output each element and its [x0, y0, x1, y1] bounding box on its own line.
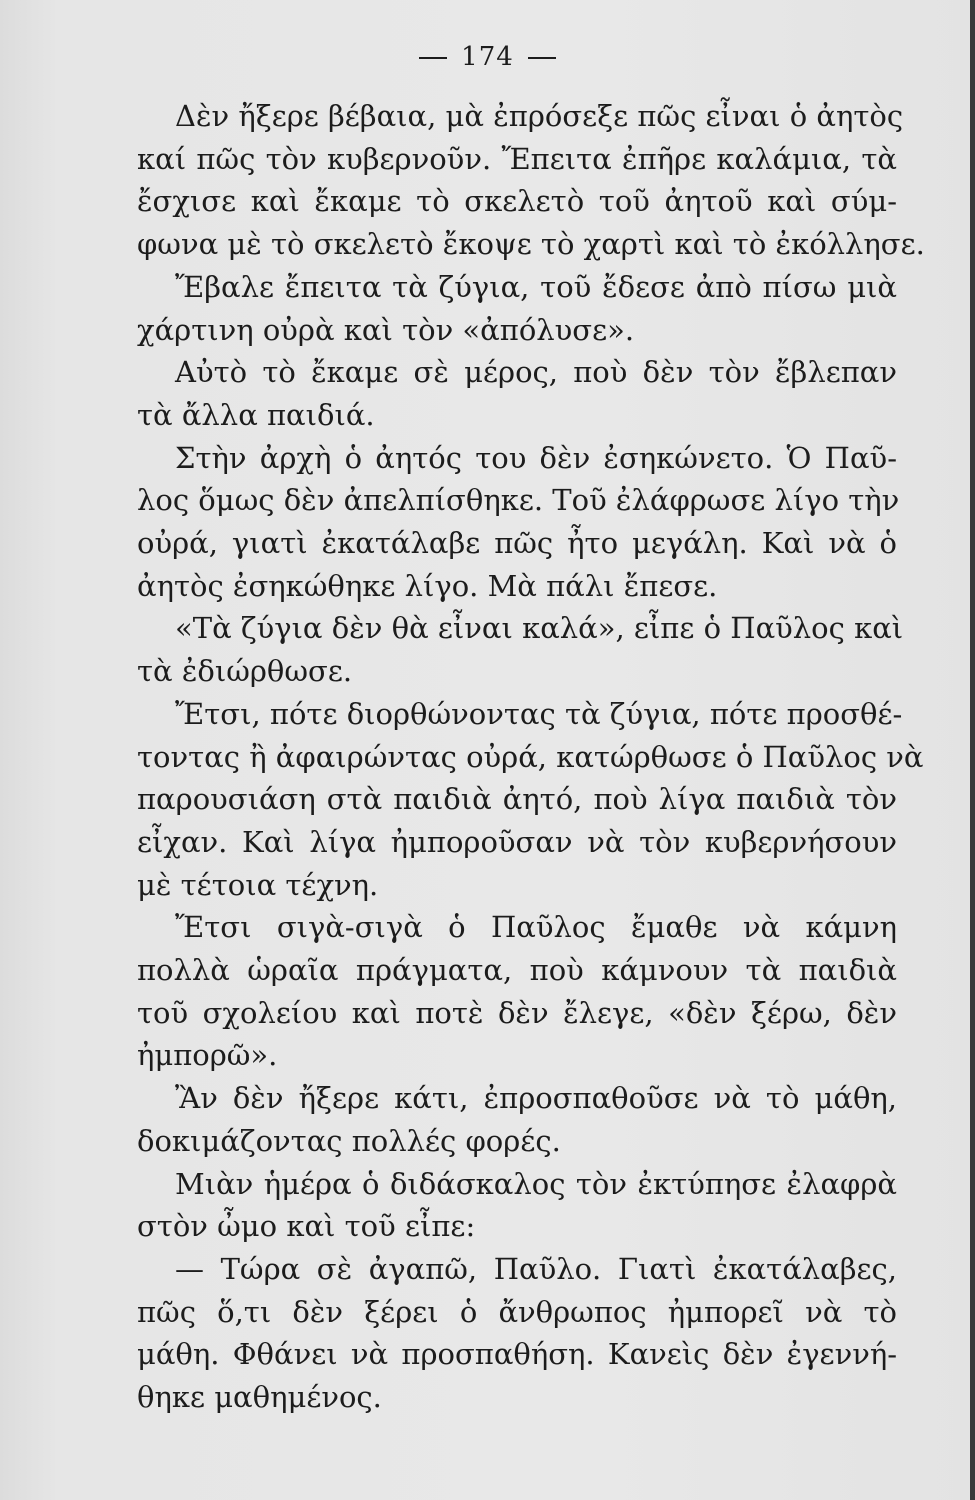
text-line: Στὴν ἀρχὴ ὁ ἀητός του δὲν ἐσηκώνετο. Ὁ Παῦ-	[175, 440, 897, 475]
text-line: τὰ ἄλλα παιδιά.	[137, 397, 375, 432]
text-line: Αὐτὸ τὸ ἔκαμε σὲ μέρος, ποὺ δὲν τὸν ἔβλεπαν	[175, 355, 897, 390]
text-line: χάρτινη οὐρὰ καὶ τὸν «ἀπόλυσε».	[137, 312, 635, 347]
text-line: πῶς ὅ,τι δὲν ξέρει ὁ ἄνθρωπος ἠμπορεῖ νὰ τὸ	[137, 1294, 897, 1329]
text-line: λος ὅμως δὲν ἀπελπίσθηκε. Τοῦ ἐλάφρωσε λίγο τὴν	[137, 483, 900, 518]
text-line: μὲ τέτοια τέχνη.	[137, 867, 379, 902]
body-text	[137, 95, 925, 1419]
text-line: ἀητὸς ἐσηκώθηκε λίγο. Μὰ πάλι ἔπεσε.	[137, 568, 718, 603]
text-line: Δὲν ἤξερε βέβαια, μὰ ἐπρόσεξε πῶς εἶναι ὁ ἀητὸς	[175, 99, 904, 133]
text-line: παρουσιάση στὰ παιδιὰ ἀητό, ποὺ λίγα παιδιὰ τὸν	[137, 782, 897, 817]
text-line: ἠμπορῶ».	[137, 1038, 278, 1073]
text-line: δοκιμάζοντας πολλές φορές.	[137, 1123, 561, 1158]
text-line: — Τώρα σὲ ἀγαπῶ, Παῦλο. Γιατὶ ἐκατάλαβες,	[175, 1251, 897, 1286]
text-line: ἔσχισε καὶ ἔκαμε τὸ σκελετὸ τοῦ ἀητοῦ καὶ σύμ-	[137, 184, 897, 219]
page-number-left-dash	[419, 57, 447, 59]
text-line: φωνα μὲ τὸ σκελετὸ ἔκοψε τὸ χαρτὶ καὶ τὸ ἐκόλλησε.	[137, 227, 925, 262]
page-edge-shadow	[970, 0, 975, 1500]
text-line: μάθη. Φθάνει νὰ προσπαθήση. Κανεὶς δὲν ἐγεννή-	[137, 1337, 897, 1372]
text-line: τοῦ σχολείου καὶ ποτὲ δὲν ἔλεγε, «δὲν ξέρω, δὲν	[137, 995, 897, 1030]
text-line: καί πῶς τὸν κυβερνοῦν. Ἔπειτα ἐπῆρε καλάμια, τὰ	[137, 141, 897, 176]
page-number	[0, 42, 975, 72]
text-line: Ἔτσι, πότε διορθώνοντας τὰ ζύγια, πότε προσθέ-	[175, 696, 903, 731]
text-line: «Τὰ ζύγια δὲν θὰ εἶναι καλά», εἶπε ὁ Παῦλος καὶ	[175, 611, 904, 646]
text-line: θηκε μαθημένος.	[137, 1380, 382, 1415]
text-line: Ἔτσι σιγὰ-σιγὰ ὁ Παῦλος ἔμαθε νὰ κάμνη	[175, 910, 897, 945]
text-line: τοντας ἢ ἀφαιρώντας οὐρά, κατώρθωσε ὁ Παῦλος νὰ	[137, 739, 924, 774]
text-line: τὰ ἐδιώρθωσε.	[137, 654, 353, 689]
text-line: Ἔβαλε ἔπειτα τὰ ζύγια, τοῦ ἔδεσε ἀπὸ πίσω μιὰ	[175, 269, 897, 304]
page-number-right-dash	[528, 57, 556, 59]
text-line: πολλὰ ὡραῖα πράγματα, ποὺ κάμνουν τὰ παιδιὰ	[137, 953, 897, 988]
text-line: Ἂν δὲν ἤξερε κάτι, ἐπροσπαθοῦσε νὰ τὸ μάθη,	[175, 1081, 897, 1116]
page-number-value: 174	[461, 42, 514, 72]
text-line: στὸν ὦμο καὶ τοῦ εἶπε:	[137, 1209, 476, 1244]
text-line: εἶχαν. Καὶ λίγα ἠμποροῦσαν νὰ τὸν κυβερνήσουν	[137, 824, 897, 859]
text-line: οὐρά, γιατὶ ἐκατάλαβε πῶς ἦτο μεγάλη. Καὶ νὰ ὁ	[137, 526, 897, 561]
text-line: Μιὰν ἡμέρα ὁ διδάσκαλος τὸν ἐκτύπησε ἐλαφρὰ	[175, 1166, 897, 1201]
